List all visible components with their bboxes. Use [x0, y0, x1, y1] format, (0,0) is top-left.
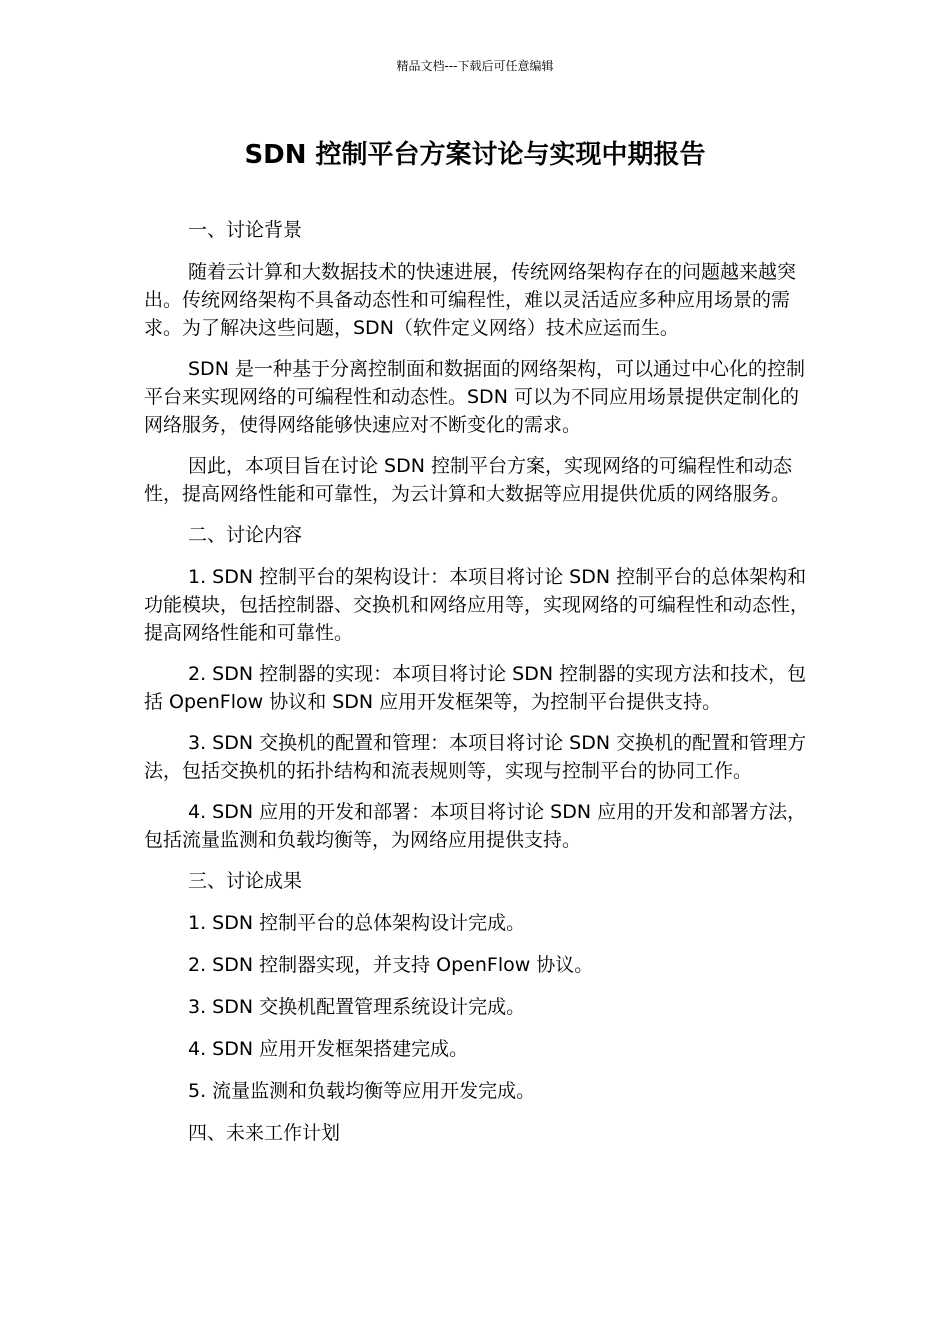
section-heading-results: 三、讨论成果 — [188, 870, 303, 892]
content-paragraph: 2. SDN 控制器的实现：本项目将讨论 SDN 控制器的实现方法和技术，包括 OpenFlow 协议和 SDN 应用开发框架等，为控制平台提供支持。 — [144, 663, 807, 713]
results-list-item: 1. SDN 控制平台的总体架构设计完成。 — [188, 912, 526, 934]
content-paragraph: 1. SDN 控制平台的架构设计：本项目将讨论 SDN 控制平台的总体架构和功能模块，包括控制器、交换机和网络应用等，实现网络的可编程性和动态性，提高网络性能和可靠性。 — [144, 566, 810, 644]
section-heading-plan: 四、未来工作计划 — [188, 1122, 341, 1144]
document-body — [144, 216, 816, 1161]
content-paragraph: 3. SDN 交换机的配置和管理：本项目将讨论 SDN 交换机的配置和管理方法，包括交换机的拓扑结构和流表规则等，实现与控制平台的协同工作。 — [144, 732, 807, 782]
results-list-item: 4. SDN 应用开发框架搭建完成。 — [188, 1038, 469, 1060]
running-header: 精品文档---下载后可任意编辑 — [396, 59, 554, 73]
background-paragraph: SDN 是一种基于分离控制面和数据面的网络架构，可以通过中心化的控制平台来实现网络的可编程性和动态性。SDN 可以为不同应用场景提供定制化的网络服务，使得网络能够快速应对不断变化的需求。 — [144, 358, 805, 436]
background-paragraph: 随着云计算和大数据技术的快速进展，传统网络架构存在的问题越来越突出。传统网络架构不具备动态性和可编程性，难以灵活适应多种应用场景的需求。为了解决这些问题，SDN（软件定义网络）技术应运而生。 — [144, 261, 797, 339]
document-title: SDN 控制平台方案讨论与实现中期报告 — [244, 140, 706, 170]
background-paragraph: 因此，本项目旨在讨论 SDN 控制平台方案，实现网络的可编程性和动态性，提高网络性能和可靠性，为云计算和大数据等应用提供优质的网络服务。 — [144, 455, 792, 505]
section-heading-background: 一、讨论背景 — [188, 219, 303, 241]
results-list-item: 3. SDN 交换机配置管理系统设计完成。 — [188, 996, 526, 1018]
content-paragraph: 4. SDN 应用的开发和部署：本项目将讨论 SDN 应用的开发和部署方法，包括流量监测和负载均衡等，为网络应用提供支持。 — [144, 801, 807, 851]
section-heading-content: 二、讨论内容 — [188, 524, 303, 546]
results-list-item: 5. 流量监测和负载均衡等应用开发完成。 — [188, 1080, 536, 1102]
results-list-item: 2. SDN 控制器实现，并支持 OpenFlow 协议。 — [188, 954, 594, 976]
